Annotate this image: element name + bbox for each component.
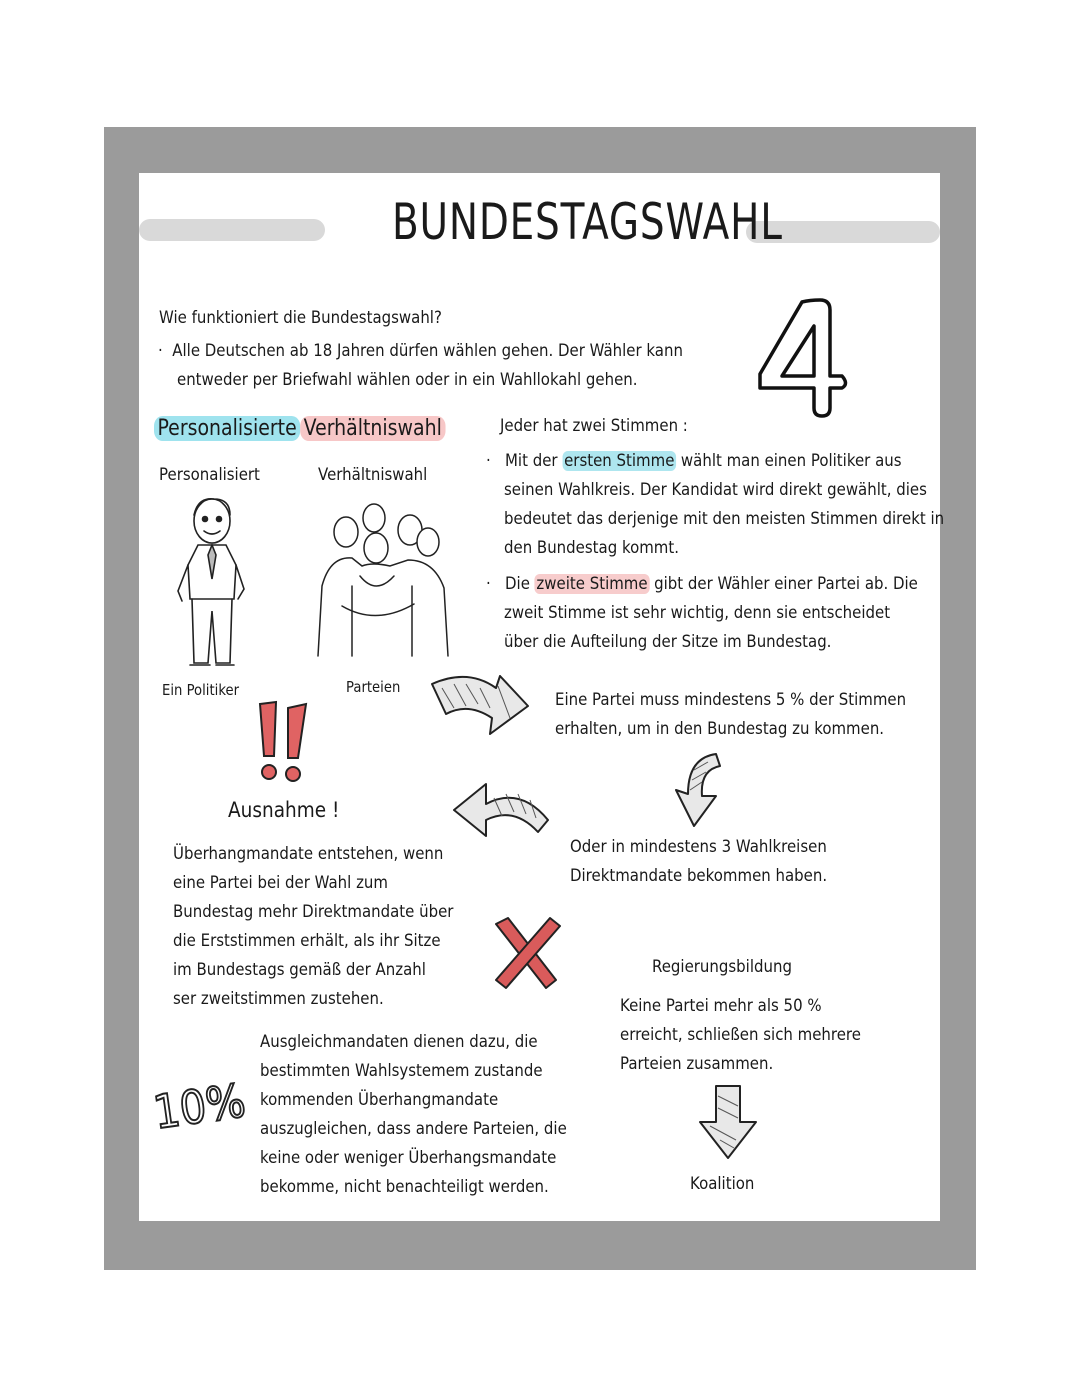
exclamation-icon — [252, 700, 316, 786]
compensation-line: keine oder weniger Überhangsmandate — [260, 1148, 557, 1168]
compensation-line: Ausgleichmandaten dienen dazu, die — [260, 1032, 538, 1052]
vote2-post: gibt der Wähler einer Partei ab. Die — [654, 574, 918, 594]
label-personalisiert: Personalisiert — [159, 465, 260, 485]
vote-bullet-2 — [486, 570, 918, 599]
intro-bullet — [158, 337, 683, 366]
bullet-dot: · — [158, 341, 163, 361]
exception-line: die Erststimmen erhält, als ihr Sitze — [173, 931, 441, 951]
exception-line: Überhangmandate entstehen, wenn — [173, 844, 444, 864]
exception-line: im Bundestags gemäß der Anzahl — [173, 960, 426, 980]
exception-line: Bundestag mehr Direktmandate über — [173, 902, 454, 922]
ten-percent-badge: 10% — [150, 1073, 249, 1140]
bullet-dot: · — [486, 574, 491, 594]
curved-arrow-right-icon — [428, 668, 532, 742]
label-verhaeltniswahl: Verhältniswahl — [318, 465, 428, 485]
highlight-zweite-stimme: zweite Stimme — [536, 574, 648, 594]
vote1-line2: seinen Wahlkreis. Der Kandidat wird direkt gewählt, dies — [504, 480, 927, 500]
caption-politiker: Ein Politiker — [162, 681, 240, 699]
red-x-icon — [490, 914, 564, 992]
vote1-line3: bedeutet das derjenige mit den meisten Stimmen direkt in — [504, 509, 945, 529]
page-title: BUNDESTAGSWAHL — [392, 193, 783, 251]
section-heading — [154, 414, 445, 443]
vote2-line3: über die Aufteilung der Sitze im Bundestag. — [504, 632, 832, 652]
bullet-dot: · — [486, 451, 491, 471]
government-heading: Regierungsbildung — [652, 957, 792, 977]
vote-bullet-1 — [486, 447, 902, 476]
number-four-icon — [752, 296, 852, 420]
threshold-line1: Eine Partei muss mindestens 5 % der Stimmen — [555, 690, 907, 710]
government-line2: erreicht, schließen sich mehrere — [620, 1025, 861, 1045]
title-bar-left — [139, 219, 325, 241]
curved-arrow-left-icon — [450, 780, 552, 840]
heading-personalisierte: Personalisierte — [154, 416, 300, 441]
vote2-pre: Die — [505, 574, 530, 594]
party-group-illustration — [312, 496, 452, 661]
vote1-line4: den Bundestag kommt. — [504, 538, 679, 558]
compensation-line: auszugleichen, dass andere Parteien, die — [260, 1119, 567, 1139]
curved-arrow-down-icon — [658, 750, 724, 830]
intro-question: Wie funktioniert die Bundestagswahl? — [159, 308, 442, 328]
exception-line: ser zweitstimmen zustehen. — [173, 989, 384, 1009]
exception-heading: Ausnahme ! — [228, 798, 340, 822]
arrow-down-icon — [696, 1082, 760, 1162]
vote1-pre: Mit der — [505, 451, 558, 471]
vote2-line2: zweit Stimme ist sehr wichtig, denn sie entscheidet — [504, 603, 891, 623]
coalition-label: Koalition — [690, 1174, 755, 1194]
alternative-line2: Direktmandate bekommen haben. — [570, 866, 828, 886]
exception-line: eine Partei bei der Wahl zum — [173, 873, 388, 893]
votes-heading: Jeder hat zwei Stimmen : — [500, 416, 688, 436]
compensation-line: bekomme, nicht benachteiligt werden. — [260, 1177, 549, 1197]
politician-illustration — [168, 495, 258, 670]
vote1-post: wählt man einen Politiker aus — [680, 451, 902, 471]
compensation-line: kommenden Überhangmandate — [260, 1090, 499, 1110]
heading-verhaeltniswahl: Verhältniswahl — [300, 416, 445, 441]
alternative-line1: Oder in mindestens 3 Wahlkreisen — [570, 837, 827, 857]
government-line1: Keine Partei mehr als 50 % — [620, 996, 822, 1016]
government-line3: Parteien zusammen. — [620, 1054, 774, 1074]
threshold-line2: erhalten, um in den Bundestag zu kommen. — [555, 719, 885, 739]
caption-parteien: Parteien — [346, 678, 401, 696]
intro-bullet-line2: entweder per Briefwahl wählen oder in ein Wahllokahl gehen. — [177, 370, 638, 390]
compensation-line: bestimmten Wahlsystemem zustande — [260, 1061, 543, 1081]
highlight-erste-stimme: ersten Stimme — [564, 451, 675, 471]
intro-bullet-line1: Alle Deutschen ab 18 Jahren dürfen wählen gehen. Der Wähler kann — [172, 341, 683, 361]
